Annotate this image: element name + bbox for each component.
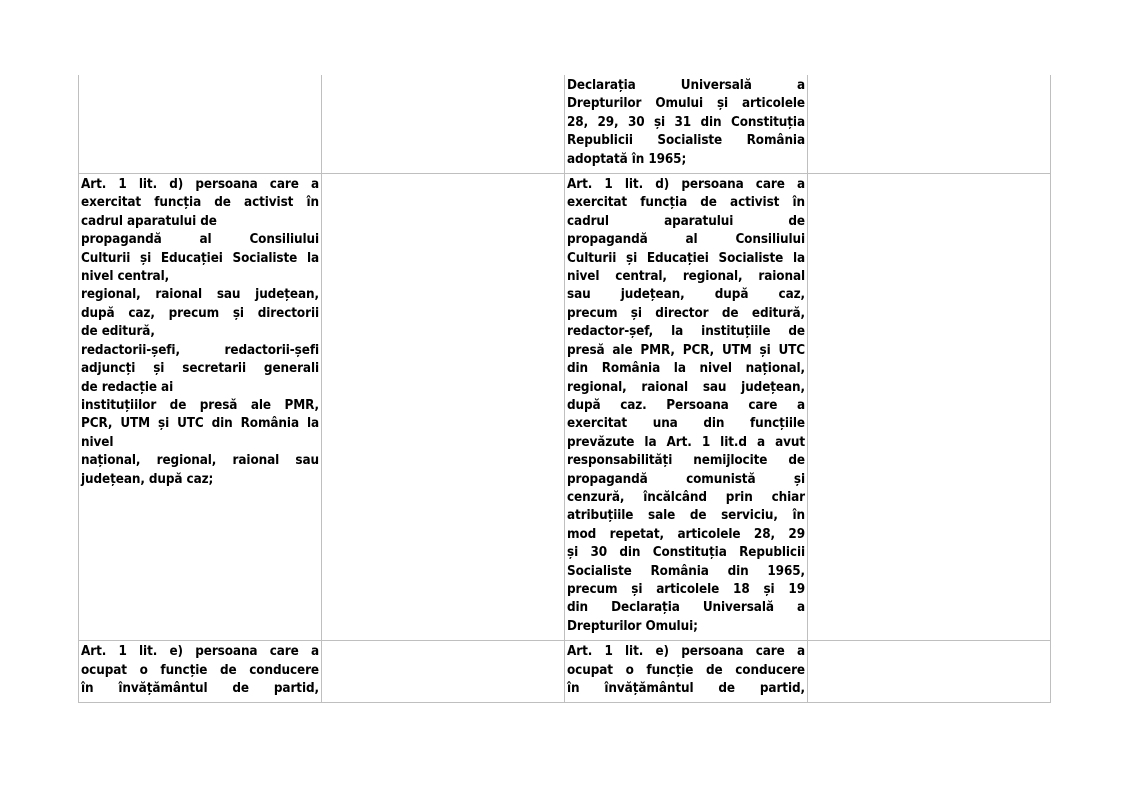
text-line: Culturii și Educației Socialiste la [81,250,319,266]
cell-adopted-text [565,75,808,174]
text-line: Declarația Universală a [567,78,805,93]
text-line: ocupat o funcție de conducere [81,662,319,678]
text-line: cadrul aparatului de [81,213,217,229]
text-line: adoptată în 1965; [567,151,687,167]
text-line: Culturii și Educației Socialiste la [567,250,805,266]
cell-adopted-text [565,641,808,703]
text-line: cenzură, încălcând prin chiar [567,489,805,505]
text-line: și 30 din Constituția Republicii [567,545,805,561]
text-line: județean, după caz; [81,471,214,487]
text-line: din România la nivel național, [567,361,805,377]
text-line: propagandă comunistă și [567,471,805,487]
text-line: Art. 1 lit. d) persoana care a [567,177,805,193]
text-line: Art. 1 lit. d) persoana care a [81,177,319,193]
cell-observations [808,641,1051,703]
text-line: de redacție ai [81,379,174,395]
cell-amendments [322,174,565,641]
text-line: Art. 1 lit. e) persoana care a [81,644,319,660]
text-line: redactorii-șefi, redactorii-șefi [81,342,319,358]
text-line: Republicii Socialiste România [567,133,805,149]
text-line: cadrul aparatului de [567,213,805,229]
comparison-table [78,75,1051,703]
text-line: mod repetat, articolele 28, 29 [567,526,805,542]
cell-amendments [322,641,565,703]
cell-initial-text [79,75,322,174]
text-line: Socialiste România din 1965, [567,563,805,579]
text-line: nivel [81,434,114,450]
text-line: după caz, precum și directorii [81,305,319,321]
text-line: regional, raional sau județean, [81,287,319,303]
text-line: Art. 1 lit. e) persoana care a [567,644,805,660]
text-line: prevăzute la Art. 1 lit.d a avut [567,434,805,450]
text-line: presă ale PMR, PCR, UTM și UTC [567,342,805,358]
text-line: nivel central, [81,269,170,285]
text-line: atribuțiile sale de serviciu, în [567,508,805,524]
text-line: instituțiilor de presă ale PMR, [81,397,319,413]
text-line: propagandă al Consiliului [567,232,805,248]
text-line: adjuncți și secretarii generali [81,361,319,377]
text-line: în învățământul de partid, [81,681,319,696]
text-line: precum și director de editură, [567,305,805,321]
text-line: regional, raional sau județean, [567,379,805,395]
text-line: exercitat una din funcțiile [567,416,805,432]
text-line: din Declarația Universală a [567,600,805,616]
cell-observations [808,174,1051,641]
table-row [79,75,1051,174]
cell-observations [808,75,1051,174]
text-line: după caz. Persoana care a [567,397,805,413]
cell-initial-text [79,174,322,641]
text-line: Drepturilor Omului și articolele [567,96,805,112]
cell-adopted-text [565,174,808,641]
text-line: de editură, [81,324,155,340]
text-line: responsabilități nemijlocite de [567,453,805,469]
table-row [79,174,1051,641]
text-line: Drepturilor Omului; [567,618,698,634]
text-line: redactor-șef, la instituțiile de [567,324,805,340]
cell-amendments [322,75,565,174]
text-line: național, regional, raional sau [81,453,319,469]
table-row [79,641,1051,703]
text-line: în învățământul de partid, [567,681,805,696]
text-line: propagandă al Consiliului [81,232,319,248]
text-line: precum și articolele 18 și 19 [567,581,805,597]
text-line: sau județean, după caz, [567,287,805,303]
cell-initial-text [79,641,322,703]
text-line: 28, 29, 30 și 31 din Constituția [567,114,805,130]
text-line: exercitat funcția de activist în [567,195,805,211]
text-line: nivel central, regional, raional [567,269,805,285]
text-line: ocupat o funcție de conducere [567,662,805,678]
text-line: exercitat funcția de activist în [81,195,319,211]
text-line: PCR, UTM și UTC din România la [81,416,319,432]
